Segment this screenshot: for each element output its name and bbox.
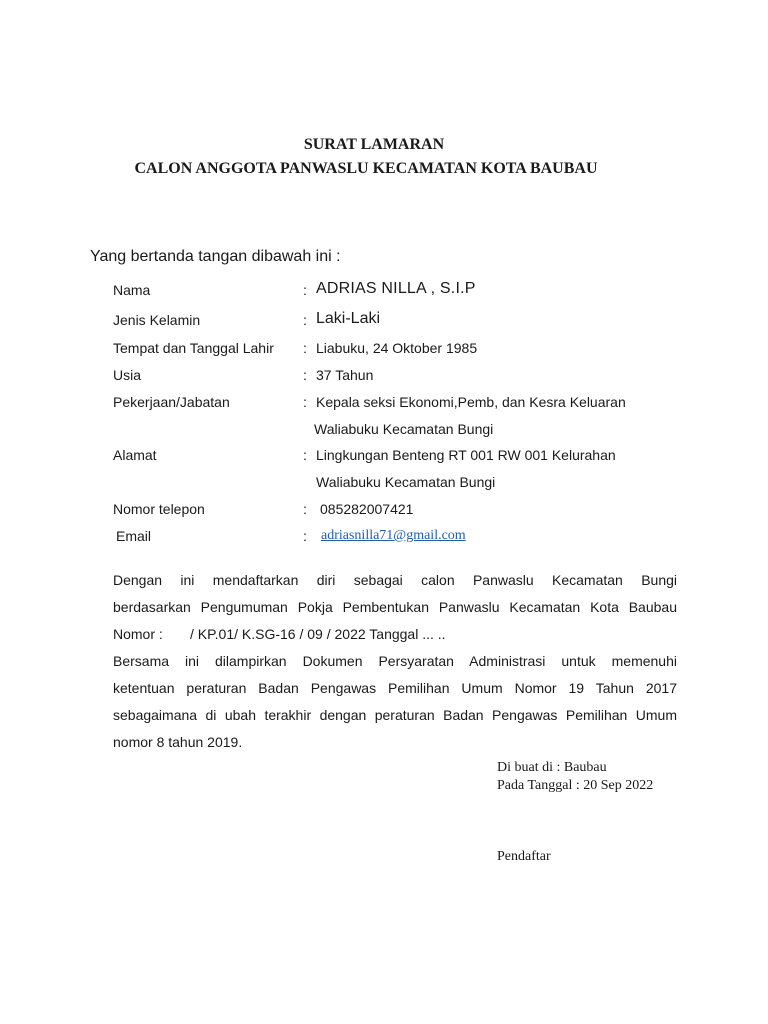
value-telepon: 085282007421 <box>320 501 414 517</box>
label-email: Email <box>116 528 152 544</box>
value-pekerjaan-line2: Waliabuku Kecamatan Bungi <box>314 421 494 437</box>
colon-ttl: : <box>303 340 307 356</box>
colon-telepon: : <box>303 501 307 517</box>
label-jenis-kelamin: Jenis Kelamin <box>113 312 201 328</box>
document-subtitle: CALON ANGGOTA PANWASLU KECAMATAN KOTA BAUBAU <box>134 160 598 177</box>
email-link[interactable]: adriasnilla71@gmail.com <box>321 528 466 543</box>
colon-email: : <box>303 528 307 544</box>
paragraph-line: sebagaimana di ubah terakhir dengan peraturan Badan Pengawas Pemilihan Umum <box>113 707 677 723</box>
label-ttl: Tempat dan Tanggal Lahir <box>113 340 274 356</box>
colon-pekerjaan: : <box>303 394 307 410</box>
signature-role: Pendaftar <box>497 849 551 864</box>
value-alamat: Lingkungan Benteng RT 001 RW 001 Kelurahan <box>316 447 616 463</box>
intro-text: Yang bertanda tangan dibawah ini : <box>90 248 341 265</box>
paragraph-line: ketentuan peraturan Badan Pengawas Pemilihan Umum Nomor 19 Tahun 2017 <box>113 680 677 696</box>
paragraph-line: Bersama ini dilampirkan Dokumen Persyaratan Administrasi untuk memenuhi <box>113 653 677 669</box>
label-nama: Nama <box>113 282 151 298</box>
signature-place: Di buat di : Baubau <box>497 760 607 775</box>
label-usia: Usia <box>113 367 142 383</box>
value-alamat-line2: Waliabuku Kecamatan Bungi <box>316 474 496 490</box>
paragraph-registration <box>113 567 677 756</box>
colon-nama: : <box>303 282 307 298</box>
label-pekerjaan: Pekerjaan/Jabatan <box>113 394 230 410</box>
colon-jenis-kelamin: : <box>303 312 307 328</box>
value-usia: 37 Tahun <box>316 367 374 383</box>
value-jenis-kelamin: Laki-Laki <box>316 310 381 327</box>
label-alamat: Alamat <box>113 447 157 463</box>
paragraph-line: berdasarkan Pengumuman Pokja Pembentukan Panwaslu Kecamatan Kota Baubau <box>113 599 677 615</box>
paragraph-line: nomor 8 tahun 2019. <box>113 734 243 750</box>
paragraph-line: Dengan ini mendaftarkan diri sebagai calon Panwaslu Kecamatan Bungi <box>113 572 677 588</box>
value-ttl: Liabuku, 24 Oktober 1985 <box>316 340 478 356</box>
document-title: SURAT LAMARAN <box>303 136 445 153</box>
colon-usia: : <box>303 367 307 383</box>
label-telepon: Nomor telepon <box>113 501 205 517</box>
value-pekerjaan: Kepala seksi Ekonomi,Pemb, dan Kesra Keluaran <box>316 394 626 410</box>
colon-alamat: : <box>303 447 307 463</box>
signature-date: Pada Tanggal : 20 Sep 2022 <box>497 778 654 793</box>
paragraph-line: Nomor : / KP.01/ K.SG-16 / 09 / 2022 Tanggal ... .. <box>113 626 446 642</box>
value-nama: ADRIAS NILLA , S.I.P <box>316 280 476 297</box>
